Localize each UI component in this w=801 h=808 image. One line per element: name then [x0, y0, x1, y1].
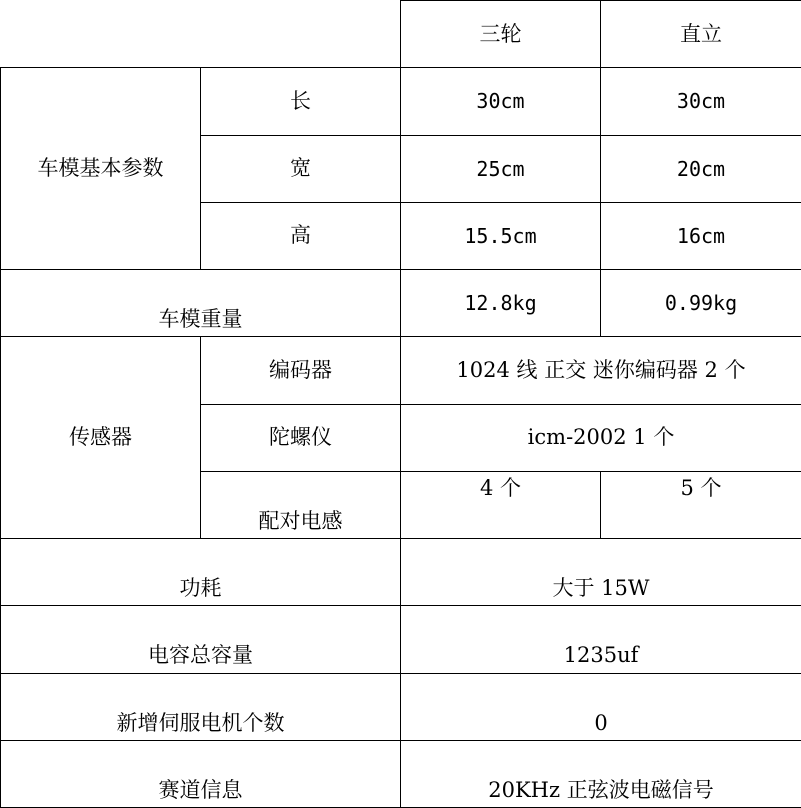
encoder-value: 1024 线 正交 迷你编码器 2 个 — [401, 337, 801, 404]
header-upright: 直立 — [601, 1, 801, 68]
table-row-power — [1, 539, 801, 606]
weight-three-wheel: 12.8kg — [401, 270, 601, 337]
track-label: 赛道信息 — [1, 740, 401, 807]
height-three-wheel: 15.5cm — [401, 202, 601, 269]
weight-upright: 0.99kg — [601, 270, 801, 337]
header-blank-cell — [1, 1, 401, 68]
capacitance-value: 1235uf — [401, 606, 801, 673]
sensors-label: 传感器 — [1, 337, 201, 539]
weight-label: 车模重量 — [1, 270, 401, 337]
length-label: 长 — [201, 68, 401, 135]
width-upright: 20cm — [601, 135, 801, 202]
basic-params-label: 车模基本参数 — [1, 68, 201, 270]
header-three-wheel: 三轮 — [401, 1, 601, 68]
width-three-wheel: 25cm — [401, 135, 601, 202]
inductor-upright: 5 个 — [601, 471, 801, 538]
length-three-wheel: 30cm — [401, 68, 601, 135]
table-row-capacitance — [1, 606, 801, 673]
table-row-weight — [1, 270, 801, 337]
table-row-encoder — [1, 337, 801, 404]
width-label: 宽 — [201, 135, 401, 202]
table-row-length — [1, 68, 801, 135]
power-value: 大于 15W — [401, 539, 801, 606]
height-label: 高 — [201, 202, 401, 269]
inductor-three-wheel: 4 个 — [401, 471, 601, 538]
inductor-label: 配对电感 — [201, 471, 401, 538]
table-row-servo — [1, 673, 801, 740]
length-upright: 30cm — [601, 68, 801, 135]
gyro-label: 陀螺仪 — [201, 404, 401, 471]
track-value: 20KHz 正弦波电磁信号 — [401, 740, 801, 807]
encoder-label: 编码器 — [201, 337, 401, 404]
table-row-track — [1, 740, 801, 807]
height-upright: 16cm — [601, 202, 801, 269]
gyro-value: icm-2002 1 个 — [401, 404, 801, 471]
table-row-header — [1, 1, 801, 68]
servo-label: 新增伺服电机个数 — [1, 673, 401, 740]
power-label: 功耗 — [1, 539, 401, 606]
servo-value: 0 — [401, 673, 801, 740]
capacitance-label: 电容总容量 — [1, 606, 401, 673]
